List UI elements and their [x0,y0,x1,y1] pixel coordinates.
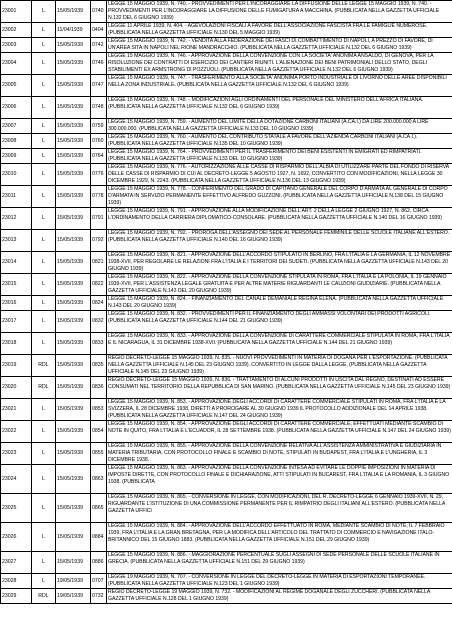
row-date-cell: 15/05/1939 [56,443,91,465]
row-id-cell: 23013 [1,230,32,252]
table-row [1,230,452,252]
row-date-cell: 15/05/1939 [56,421,91,443]
table-row [1,443,452,465]
row-id-cell: 23004 [1,53,32,75]
row-type-cell: L [32,38,56,53]
row-id-cell: 23016 [1,296,32,311]
row-number-cell: 0747 [91,75,107,97]
table-row [1,296,452,311]
row-id-cell: 23028 [1,574,32,589]
row-date-cell: 15/05/1939 [56,208,91,230]
row-type-cell: L [32,119,56,134]
row-type-cell: L [32,23,56,38]
row-number-cell: 0884 [91,523,107,552]
row-text-cell: LEGGE 15 MAGGIO 1939, N. 824. - FINANZIAMENTO DEL CANALE DEMANIALE REGINA ELENA. (PUBBLICATA NELLA GAZZETTA UFFICIALE N.143 DEL 20 GIUGNO 1939) [107,296,452,311]
row-id-cell: 23006 [1,97,32,119]
table-row [1,208,452,230]
row-id-cell: 23026 [1,523,32,552]
row-number-cell: 0746 [91,53,107,75]
row-date-cell: 15/05/1939 [56,149,91,164]
row-number-cell: 0707 [91,574,107,589]
row-number-cell: 0886 [91,552,107,574]
row-number-cell: 0776 [91,164,107,186]
row-id-cell: 23017 [1,311,32,333]
row-date-cell: 15/05/1939 [56,399,91,421]
row-text-cell: LEGGE 19 MAGGIO 1939, N. 707. - CONVERSIONE IN LEGGE DEL DECRETO-LEGGE IN MATERIA DI ESPORTAZIONI TEMPORANEE. (PUBBLICATA NELLA GAZZETTA UFFICIALE N.123 DEL 1 GIUGNO 1939) [107,574,452,589]
table-row [1,75,452,97]
row-text-cell: LEGGE 15 MAGGIO 1939, N. 863. - APPROVAZIONE DELLA CONVENZIONE INTESA AD EVITARE LE DOPPIE IMPOSIZIONI IN MATERIA DI IMPOSTE DIRETTE, CON PROTOCOLLO FINALE E DICHIARAZIONE, ATTI STIPULATI IN BUCAREST, FRA L'ITALIA E LA ROMANIA, IL 3 GIUGNO 1938. (PUBBLICATA [107,465,452,494]
row-type-cell: L [32,311,56,333]
row-type-cell: L [32,252,56,274]
table-row [1,119,452,134]
row-id-cell: 23014 [1,252,32,274]
row-date-cell: 15/05/1939 [56,252,91,274]
row-id-cell: 23025 [1,494,32,523]
row-id-cell: 23019 [1,355,32,377]
row-date-cell: 15/05/1939 [56,552,91,574]
row-date-cell: 15/05/1939 [56,311,91,333]
row-number-cell: 0821 [91,252,107,274]
row-number-cell: 0740 [91,1,107,23]
row-id-cell: 23001 [1,1,32,23]
row-date-cell: 15/05/1939 [56,1,91,23]
row-date-cell: 15/05/1939 [56,230,91,252]
row-type-cell: L [32,523,56,552]
row-number-cell: 0865 [91,494,107,523]
row-date-cell: 15/05/1939 [56,465,91,494]
row-number-cell: 0791 [91,208,107,230]
row-date-cell: 15/05/1939 [56,38,91,53]
row-text-cell: LEGGE 15 MAGGIO 1939, N. 760. - AUMENTO DEL CONTRIBUTO STATALE A FAVORE DELL'AZIENDA CARBONI ITALIANI (A.CA.I.). (PUBBLICATA NELLA GAZZETTA UFFICIALE N.135 DEL 10 GIUGNO 1939) [107,134,452,149]
row-text-cell: LEGGE 15 MAGGIO 1939, N. 778. - CONFERIMENTO DEL GRADO DI CAPITANO GENERALE DEL CORPO D'ARMATA AL GENERALE DI CORPO D'ARMATA IN SERVIZIO PERMANENTE EFFETTIVO ALFREDO GUZZONI. (PUBBLICATA NELLA GAZZETTA UFFICIALE N.138 DEL 15 GIUGNO 1939) [107,186,452,208]
row-type-cell: L [32,164,56,186]
table-row [1,355,452,377]
row-id-cell: 23002 [1,23,32,38]
row-date-cell: 11/04/1939 [56,23,91,38]
row-id-cell: 23021 [1,399,32,421]
row-date-cell: 15/05/1939 [56,75,91,97]
row-date-cell: 15/05/1939 [56,377,91,399]
table-row [1,149,452,164]
table-row [1,421,452,443]
row-type-cell: L [32,552,56,574]
row-id-cell: 23010 [1,164,32,186]
row-id-cell: 23009 [1,149,32,164]
table-row [1,494,452,523]
row-text-cell: LEGGE 15 MAGGIO 1939, N. 853. - APPROVAZIONE DEGLI ACCORDI DI CARATTERE COMMERCIALE STIPULATI IN ROMA, FRA L'ITALIA E LA SVIZZERA, IL 28 DICEMBRE 1938, DIRETTI A PROROGARE AL 30 GIUGNO 1939 IL PROTOCOLLO ADDIZIONALE DEL 14 APRILE 1938. (PUBBLICATA NELLA GAZZETTA UFFICIALE N.147 DEL 24 GIUGNO 1939) [107,399,452,421]
row-date-cell: 15/05/1939 [56,333,91,355]
table-row [1,186,452,208]
row-type-cell: L [32,333,56,355]
row-type-cell: L [32,465,56,494]
row-type-cell: L [32,208,56,230]
row-number-cell: 0404 [91,23,107,38]
table-row [1,399,452,421]
table-row [1,377,452,399]
table-row [1,53,452,75]
row-type-cell: L [32,97,56,119]
row-id-cell: 23023 [1,443,32,465]
row-id-cell: 23008 [1,134,32,149]
row-number-cell: 0833 [91,333,107,355]
row-text-cell: REGIO DECRETO-LEGGE 15 MAGGIO 1939, N. 836. - TRATTAMENTO DI ALCUNI PRODOTTI IN USCITA DAL REGNO, DESTINATI AD ESSERE CONSUMATI NEL TERRITORIO DELLA REPUBBLICA DI SAN MARINO. (PUBBLICATA NELLA GAZZETTA UFFICIALE N.145 DEL 23 GIUGNO 1939) [107,377,452,399]
row-text-cell: LEGGE 11 APRILE 1939, N. 404. - AGEVOLAZIONI FISCALI A FAVORE DELL'ASSOCIAZIONE FASCISTA FRA LE FAMIGLIE NUMEROSE. (PUBBLICATA NELLA GAZZETTA UFFICIALE N.130 DEL 5 MAGGIO 1939) [107,23,452,38]
row-date-cell: 15/05/1939 [56,53,91,75]
row-date-cell: 15/05/1939 [56,186,91,208]
row-date-cell: 19/05/1939 [56,589,91,604]
row-type-cell: L [32,574,56,589]
row-text-cell: LEGGE 15 MAGGIO 1939, N. 821. - APPROVAZIONE DELL'ACCORDO STIPULATO IN BERLINO, FRA L'ITALIA E LA GERMANIA, IL 12 NOVEMBRE 1938-XVII, PER REGOLARE LE RELAZIONI FRA L'ITALIA E I TERRITORI DEI SUDETI. (PUBBLICATA NELLA GAZZETTA UFFICIALE N.143 DEL 20 GIUGNO 1939) [107,252,452,274]
row-date-cell: 15/05/1939 [56,355,91,377]
table-row [1,523,452,552]
row-id-cell: 23020 [1,377,32,399]
table-row [1,311,452,333]
row-text-cell: LEGGE 15 MAGGIO 1939, N. 742. - VENDITA ALLA FEDERAZIONE DEI FASCI DI COMBATTIMENTO DI NAPOLI, A PREZZO DI FAVORE, DI UN'AREA SITA IN NAPOLI NEL RIONE MANDRACCHIO. (PUBBLICATA NELLA GAZZETTA UFFICIALE N.132 DEL 6 GIUGNO 1939) [107,38,452,53]
row-text-cell: LEGGE 15 MAGGIO 1939, N. 832. - PROVVEDIMENTI PER IL FINANZIAMENTO DEGLI AMMASSI VOLONTARI DEI PRODOTTI AGRICOLI. (PUBBLICATA NELLA GAZZETTA UFFICIALE N.144 DEL 21 GIUGNO 1939) [107,311,452,333]
row-text-cell: LEGGE 15 MAGGIO 1939, N. 855. - APPROVAZIONE DELLA CONVENZIONE RELATIVA ALL'ASSISTENZA AMMINISTRATIVA E GIUDIZIARIA IN MATERIA TRIBUTARIA, CON PROTOCOLLO FINALE E SCAMBIO DI NOTE, STIPULATI IN BUDAPEST, FRA L'ITALIA E L'UNGHERIA, IL 3 DICEMBRE 1938. [107,443,452,465]
row-id-cell: 23022 [1,421,32,443]
row-text-cell: REGIO DECRETO-LEGGE 15 MAGGIO 1939, N. 835. - NUOVI PROVVEDIMENTI IN MATERIA DI DOGANA PER L'ESPORTAZIONE. (PUBBLICATA NELLA GAZZETTA UFFICIALE N.145 DEL 23 GIUGNO 1939). CONVERTITO IN LEGGE DALLA LEGGE. (PUBBLICATA NELLA GAZZETTA UFFICIALE N.145 DEL 23 GIUGNO 1939) [107,355,452,377]
row-number-cell: 0778 [91,186,107,208]
row-type-cell: L [32,75,56,97]
row-text-cell: LEGGE 15 MAGGIO 1939, N. 854. - APPROVAZIONE DEGLI ACCORDI DI CARATTERE COMMERCIALE, EFFETTUATI MEDIANTE SCAMBIO DI NOTE IN QUITO, FRA L'ITALIA E L'ECUADOR, IL 28 SETTEMBRE 1938. (PUBBLICATA NELLA GAZZETTA UFFICIALE N.147 DEL 24 GIUGNO 1939) [107,421,452,443]
row-text-cell: LEGGE 15 MAGGIO 1939, N. 886. - MAGGIORAZIONE PERCENTUALE SUGLI ASSEGNI DI SEDE PERSONALE DELLE SCUOLE ITALIANE IN GRECIA. (PUBBLICATA NELLA GAZZETTA UFFICIALE N.151 DEL 29 GIUGNO 1939) [107,552,452,574]
row-number-cell: 0836 [91,377,107,399]
row-type-cell: L [32,186,56,208]
row-number-cell: 0759 [91,119,107,134]
row-id-cell: 23018 [1,333,32,355]
row-date-cell: 15/05/1939 [56,134,91,149]
row-type-cell: L [32,274,56,296]
row-text-cell: LEGGE 15 MAGGIO 1939, N. 865. - CONVERSIONE IN LEGGE, CON MODIFICAZIONI, DEL R. DECRETO-LEGGE 6 GENNAIO 1939-XVII, N. 29, RIGUARDANTE L'ISTITUZIONE DI UNA COMMISSIONE PERMANENTE PER IL RIMPATRIO DEGLI ITALIANI ALL'ESTERO. (PUBBLICATA NELLA GAZZETTA UFFICI [107,494,452,523]
row-text-cell: LEGGE 15 MAGGIO 1939, N. 833. - APPROVAZIONE DELLA CONVENZIONE DI CARATTERE COMMERCIALE STIPULATA IN ROMA, FRA L'ITALIA E IL NICARAGUA, IL 31 DICEMBRE 1938-XVII. (PUBBLICATA NELLA GAZZETTA UFFICIALE N.144 DEL 21 GIUGNO 1939) [107,333,452,355]
row-date-cell: 15/05/1939 [56,274,91,296]
row-text-cell: LEGGE 15 MAGGIO 1939, N. 759. - AUMENTO DEL LIMITE DELLA DOTAZIONE CARBONI ITALIANI (A.CA.I.) DA LIRE 200.000.000 A LIRE 300.000.000. (PUBBLICATA NELLA GAZZETTA UFFICIALE N.133 DEL 10 GIUGNO 1939) [107,119,452,134]
table-row [1,1,452,23]
table-row [1,38,452,53]
row-text-cell: LEGGE 15 MAGGIO 1939, N. 822. - APPROVAZIONE DELLA CONVENZIONE STIPULATA IN ROMA, FRA L'ITALIA E LA POLONIA, IL 19 GENNAIO 1939-XVII, PER L'ASSISTENZA LEGALE GRATUITA E PER ALTRE MATERIE RIGUARDANTI LE CAUZIONI GIUDIZIARIE. (PUBBLICATA NELLA GAZZETTA UFFICIALE N.143 DEL 20 GIUGNO 1939) [107,274,452,296]
row-number-cell: 0822 [91,274,107,296]
row-type-cell: L [32,421,56,443]
row-type-cell: RDL [32,589,56,604]
row-date-cell: 15/05/1939 [56,164,91,186]
row-type-cell: L [32,230,56,252]
row-text-cell: LEGGE 15 MAGGIO 1939, N. 764. - PROVVEDIMENTI PER IL TRASFERIMENTO DEI BENI ESISTENTI IN EMIGRATI ED RIMPATRIATI. (PUBBLICATA NELLA GAZZETTA UFFICIALE N.133 DEL 10 GIUGNO 1939) [107,149,452,164]
row-number-cell: 0835 [91,355,107,377]
register-table-body [1,1,452,604]
row-text-cell: LEGGE 15 MAGGIO 1939, N. 740. - PROVVEDIMENTI PER L'INCORAGGIARE LA DIFFUSIONE DELLE LEGGE 15 MAGGIO 1939, N. 740. - PROVVEDIMENTI PER L'INCORAGGIARE LA DIFFUSIONE DELLE FUMIGATURA A MACCHINA. (PUBBLICATA NELLA GAZZETTA UFFICIALE N.132 DEL 6 GIUGNO 1939) [107,1,452,23]
row-id-cell: 23015 [1,274,32,296]
row-number-cell: 0832 [91,311,107,333]
row-text-cell: LEGGE 15 MAGGIO 1939, N. 748. - MODIFICAZIONI AGLI ORDINAMENTI DEL PERSONALE DEL MINISTERO DELL'AFRICA ITALIANA. (PUBBLICATA NELLA GAZZETTA UFFICIALE N.132 DEL 6 GIUGNO 1939) [107,97,452,119]
row-id-cell: 23029 [1,589,32,604]
table-row [1,134,452,149]
row-id-cell: 23003 [1,38,32,53]
row-type-cell: L [32,296,56,311]
row-text-cell: LEGGE 15 MAGGIO 1939, N. 884. - APPROVAZIONE DELL'ACCORDO EFFETTUATO IN ROMA, MEDIANTE SCAMBIO DI NOTE, IL 7 FEBBRAIO 1939, FRA L'ITALIA E LA GRAN BRETAGNA, PER LA MODIFICA DELL'ARTICOLO DEL TRATTATO DI COMMERCIO E NAVIGAZIONE ITALO-BRITANNICO DEL 15 GIUGNO 1883. (PUBBLICATA NELLA GAZZETTA UFFICIALE N.151 DEL 29 GIUGNO 1939) [107,523,452,552]
row-text-cell: REGIO DECRETO-LEGGE 19 MAGGIO 1939, N. 732. - MODIFICAZIONI AL REGIME DOGANALE DEGLI ZUCCHERI. (PUBBLICATA NELLA GAZZETTA UFFICIALE N.128 DEL 1 GIUGNO 1939) [107,589,452,604]
row-type-cell: RDL [32,355,56,377]
row-text-cell: LEGGE 15 MAGGIO 1939, N. 791. - APPROVAZIONE ALLA MODIFICAZIONE DELL'ART. 2 DELLA LEGGE 2 GIUGNO 1927, N. 862, CIRCA L'ORDINAMENTO DELLA CARRIERA DIPLOMATICO-CONSOLARE. (PUBBLICATA NELLA GAZZETTA UFFICIALE N.140 DEL 16 GIUGNO 1939) [107,208,452,230]
row-type-cell: L [32,399,56,421]
row-type-cell: L [32,149,56,164]
row-id-cell: 23024 [1,465,32,494]
row-id-cell: 23027 [1,552,32,574]
row-number-cell: 0855 [91,443,107,465]
table-row [1,574,452,589]
row-date-cell: 19/05/1939 [56,574,91,589]
row-id-cell: 23007 [1,119,32,134]
row-type-cell: L [32,443,56,465]
table-row [1,23,452,38]
row-date-cell: 15/05/1939 [56,97,91,119]
table-row [1,274,452,296]
row-number-cell: 0760 [91,134,107,149]
row-number-cell: 0792 [91,230,107,252]
table-row [1,164,452,186]
table-row [1,552,452,574]
row-number-cell: 0748 [91,97,107,119]
row-date-cell: 15/05/1939 [56,296,91,311]
row-number-cell: 0854 [91,421,107,443]
table-row [1,589,452,604]
row-id-cell: 23012 [1,208,32,230]
row-date-cell: 15/05/1939 [56,494,91,523]
row-date-cell: 15/05/1939 [56,119,91,134]
row-type-cell: L [32,494,56,523]
row-number-cell: 0824 [91,296,107,311]
row-number-cell: 0742 [91,38,107,53]
row-type-cell: L [32,53,56,75]
row-text-cell: LEGGE 15 MAGGIO 1939, N. 776. - AUTORIZZAZIONE ALLE CASSE DI RISPARMIO DELL'ALBIA DI UTILIZZARE PARTE DEL FONDO DI RISERVA DELLE CASSE DI RISPARMIO DI CUI AL DECRETO-LEGGE 5 AGOSTO 1927, N. 1692, CONVERTITO CON MODIFICAZIONI, NELLA LEGGE 30 DICEMBRE 1929, N. 2243. (PUBBLICATA NELLA GAZZETTA UFFICIALE N.136 DEL 13 GIUGNO 1939) [107,164,452,186]
table-row [1,465,452,494]
row-number-cell: 0732 [91,589,107,604]
row-type-cell: L [32,1,56,23]
table-row [1,97,452,119]
row-type-cell: RDL [32,377,56,399]
row-number-cell: 0853 [91,399,107,421]
row-id-cell: 23011 [1,186,32,208]
row-text-cell: LEGGE 15 MAGGIO 1939, N. 792. - PROROGA DELL'ASSEGNO DEI SEDE AL PERSONALE FEMMINILE DELLE SCUOLE ITALIANE ALL'ESTERO. (PUBBLICATA NELLA GAZZETTA UFFICIALE N.140 DEL 16 GIUGNO 1939) [107,230,452,252]
row-text-cell: LEGGE 15 MAGGIO 1939, N. 746. - APPROVAZIONE DELLA CONVENZIONE CON LA SOCIETA' ANONIMA ANSALDO, DI GENOVA, PER LA RISOLUZIONE DEI CONTRATTI DI ESERCIZIO DEI CANTIERI RIUNITI. L'ALIENAZIONE DEI BENI PATRIMONIALI DELLO STATO, DEGLI STABILIMENTI EX ARMSTRONG DI POZZUOLI. (PUBBLICATA NELLA GAZZETTA UFFICIALE N.132 DEL 6 GIUGNO 1939) [107,53,452,75]
row-number-cell: 0764 [91,149,107,164]
row-type-cell: L [32,134,56,149]
row-date-cell: 15/05/1939 [56,523,91,552]
table-row [1,252,452,274]
row-text-cell: LEGGE 15 MAGGIO 1939, N. 747. - TRASFERIMENTO ALLA SOCIETA' ANONIMA PORTO INDUSTRIALE DI LIVORNO DELLE AREE DISPONIBILI NELLA ZONA INDUSTRIALE. (PUBBLICATA NELLA GAZZETTA UFFICIALE N.132 DEL 6 GIUGNO 1939) [107,75,452,97]
row-id-cell: 23005 [1,75,32,97]
table-row [1,333,452,355]
row-number-cell: 0863 [91,465,107,494]
